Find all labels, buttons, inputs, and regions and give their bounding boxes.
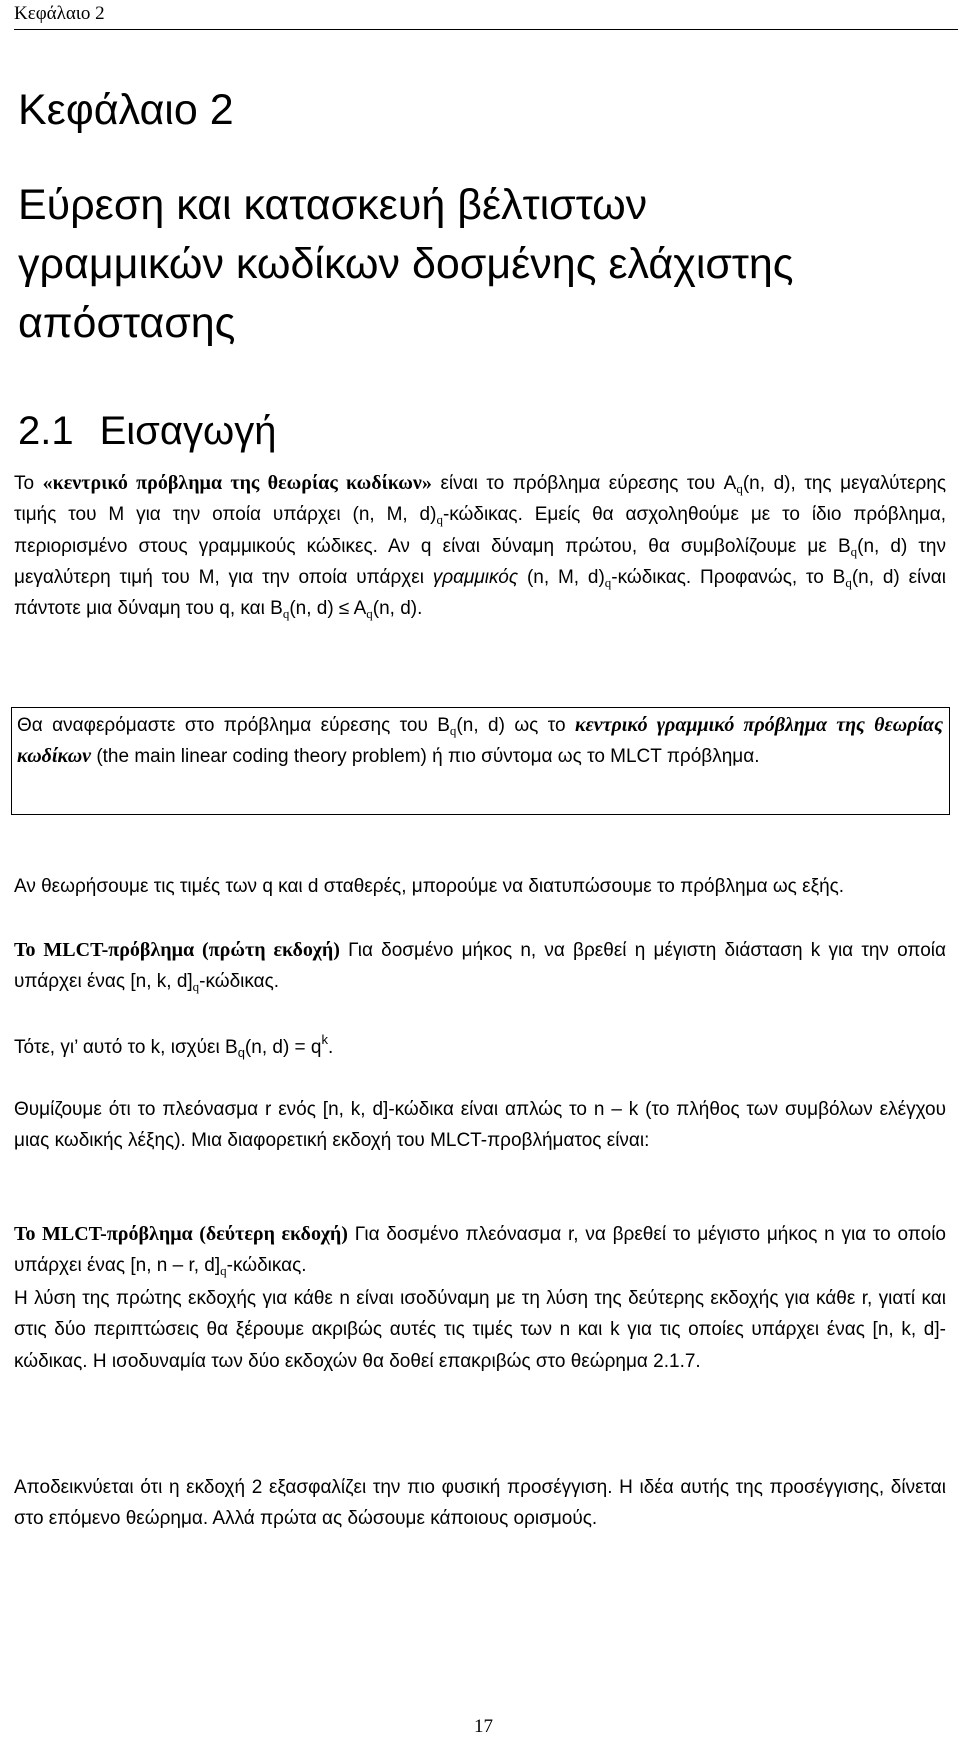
paragraph-4: Τότε, γι’ αυτό το k, ισχύει $B_q(n$, $d) = q^k$. — [14, 1032, 334, 1060]
paragraph-5: Θυμίζουμε ότι το πλεόνασμα r ενός [n, k, d]-κώδικα είναι απλώς το n – k (το πλήθος των συμβόλων ελέγχου μιας κωδικής λέξης). Μια διαφορετική εκδοχή του MLCT-προβλήματος είναι: — [14, 1099, 946, 1152]
chapter-title — [18, 176, 948, 353]
paragraph-2: Αν θεωρήσουμε τις τιμές των q και d σταθερές, μπορούμε να διατυπώσουμε το πρόβλημα ως εξής. — [14, 876, 845, 897]
definition-box-text: Θα αναφερόμαστε στο πρόβλημα εύρεσης του $B_q(n$, d) ως το κεντρικό γραμμικό πρόβλημα της θεωρίας κωδίκων (the main linear coding theory problem) ή πιο σύντομα ως το MLCT πρόβλημα. — [17, 714, 943, 768]
key-term-italic: κεντρικό γραμμικό πρόβλημα της θεωρίας κωδίκων — [17, 714, 943, 768]
section-heading — [18, 405, 276, 457]
intro-paragraph: Το «κεντρικό πρόβλημα της θεωρίας κωδίκων» είναι το πρόβλημα εύρεσης του $A_q(n$, d), της μεγαλύτερης τιμής του M για την οποία υπάρχει (n, M, $d)_q$-κώδικας. Εμείς θα ασχοληθούμε με το ίδιο πρόβλημα, περιορισμένο στους γραμμικούς κώδικες. Αν q είναι δύναμη πρώτου, θα συμβολίζουμε με $B_q(n$, d) την μεγαλύτερη τιμή του M, για την οποία υπάρχει γραμμικός (n, M, $d)_q$-κώδικας. Προφανώς, το $B_q(n$, d) είναι πάντοτε μια δύναμη του q, και $B_q(n$, $d) \le A_q(n$, d). — [14, 472, 946, 622]
problem-label-first: Το MLCT-πρόβλημα (πρώτη εκδοχή) — [14, 939, 340, 961]
section-title: Εισαγωγή — [99, 409, 277, 453]
section-number: 2.1 — [18, 409, 74, 453]
paragraph-8: Αποδεικνύεται ότι η εκδοχή 2 εξασφαλίζει την πιο φυσική προσέγγιση. Η ιδέα αυτής της προσέγγισης, δίνεται στο επόμενο θεώρημα. Αλλά πρώτα ας δώσουμε κάποιους ορισμούς. — [14, 1477, 946, 1530]
key-term: «κεντρικό πρόβλημα της θεωρίας κωδίκων» — [42, 472, 432, 494]
chapter-number: Κεφάλαιο 2 — [18, 86, 234, 134]
chapter-title-line-3: απόστασης — [18, 299, 236, 347]
problem-second-version: Το MLCT-πρόβλημα (δεύτερη εκδοχή) Για δοσμένο πλεόνασμα r, να βρεθεί το μέγιστο μήκος n για το οποίο υπάρχει ένας [n, n – r, $d]_q$-κώδικας. — [14, 1223, 946, 1279]
problem-first-version: Το MLCT-πρόβλημα (πρώτη εκδοχή) Για δοσμένο μήκος n, να βρεθεί η μέγιστη διάσταση k για την οποία υπάρχει ένας [n, k, $d]_q$-κώδικας. — [14, 939, 946, 995]
header-rule — [14, 29, 958, 30]
chapter-title-line-1: Εύρεση και κατασκευή βέλτιστων — [18, 181, 648, 229]
emphasis-linear: γραμμικός — [432, 566, 519, 588]
chapter-title-line-2: γραμμικών κωδίκων δοσμένης ελάχιστης — [18, 240, 794, 288]
paragraph-7: Η λύση της πρώτης εκδοχής για κάθε n είναι ισοδύναμη με τη λύση της δεύτερης εκδοχής για κάθε r, γιατί και στις δύο περιπτώσεις θα ξέρουμε ακριβώς αυτές τις τιμές των n και k για τις οποίες υπάρχει ένας [n, k, d]-κώδικας. Η ισοδυναμία των δύο εκδοχών θα δοθεί επακριβώς στο θεώρημα 2.1.7. — [14, 1288, 946, 1372]
problem-label-second: Το MLCT-πρόβλημα (δεύτερη εκδοχή) — [14, 1223, 348, 1245]
page-number: 17 — [474, 1716, 493, 1737]
running-header: Κεφάλαιο 2 — [14, 3, 105, 24]
